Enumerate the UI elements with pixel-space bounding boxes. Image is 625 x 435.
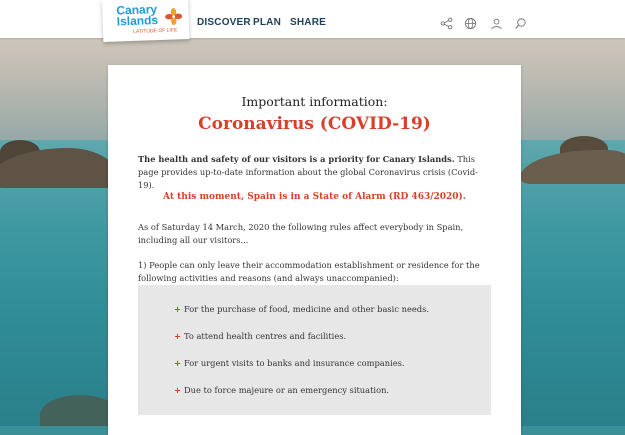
plus-icon: + xyxy=(174,331,181,341)
card-subtitle: Important information: xyxy=(241,94,388,109)
plus-icon: + xyxy=(174,304,181,314)
list-item: + For the purchase of food, medicine and other basic needs. xyxy=(174,304,429,314)
plus-icon: + xyxy=(174,385,181,395)
rules-intro: As of Saturday 14 March, 2020 the following rules affect everybody in Spain, including all our visitors... xyxy=(138,222,464,245)
info-card xyxy=(108,65,521,435)
globe-icon[interactable] xyxy=(464,17,477,30)
logo-tagline: LATITUDE OF LIFE xyxy=(133,27,178,35)
activities-list xyxy=(138,285,491,415)
card-title: Coronavirus (COVID-19) xyxy=(198,114,431,134)
logo-wordmark: Canary Islands xyxy=(116,2,159,29)
nav-discover[interactable]: DISCOVER xyxy=(197,17,251,28)
nav-plan[interactable]: PLAN xyxy=(253,17,282,28)
list-item: + Due to force majeure or an emergency situation. xyxy=(174,385,390,395)
intro-bold: The health and safety of our visitors is a priority for Canary Islands. xyxy=(138,154,455,164)
list-item: + To attend health centres and facilities. xyxy=(174,331,347,341)
intro-rest: This page provides up-to-date information about the global Coronavirus crisis (Covid-19). xyxy=(138,154,478,190)
alarm-notice: At this moment, Spain is in a State of Alarm (RD 463/2020). xyxy=(163,192,466,202)
user-icon[interactable] xyxy=(490,17,503,30)
plus-icon: + xyxy=(174,358,181,368)
search-icon[interactable] xyxy=(514,17,527,30)
share-icon[interactable] xyxy=(440,17,453,30)
nav-share[interactable]: SHARE xyxy=(290,17,327,28)
intro-paragraph xyxy=(138,153,493,192)
list-item: + For urgent visits to banks and insurance companies. xyxy=(174,358,405,368)
rule-1: 1) People can only leave their accommodation establishment or residence for the following activities and reasons (and always unaccompanied): xyxy=(138,260,480,283)
top-navigation-bar xyxy=(0,0,625,38)
canary-islands-logo[interactable] xyxy=(102,0,189,42)
logo-flower-icon xyxy=(164,7,183,26)
